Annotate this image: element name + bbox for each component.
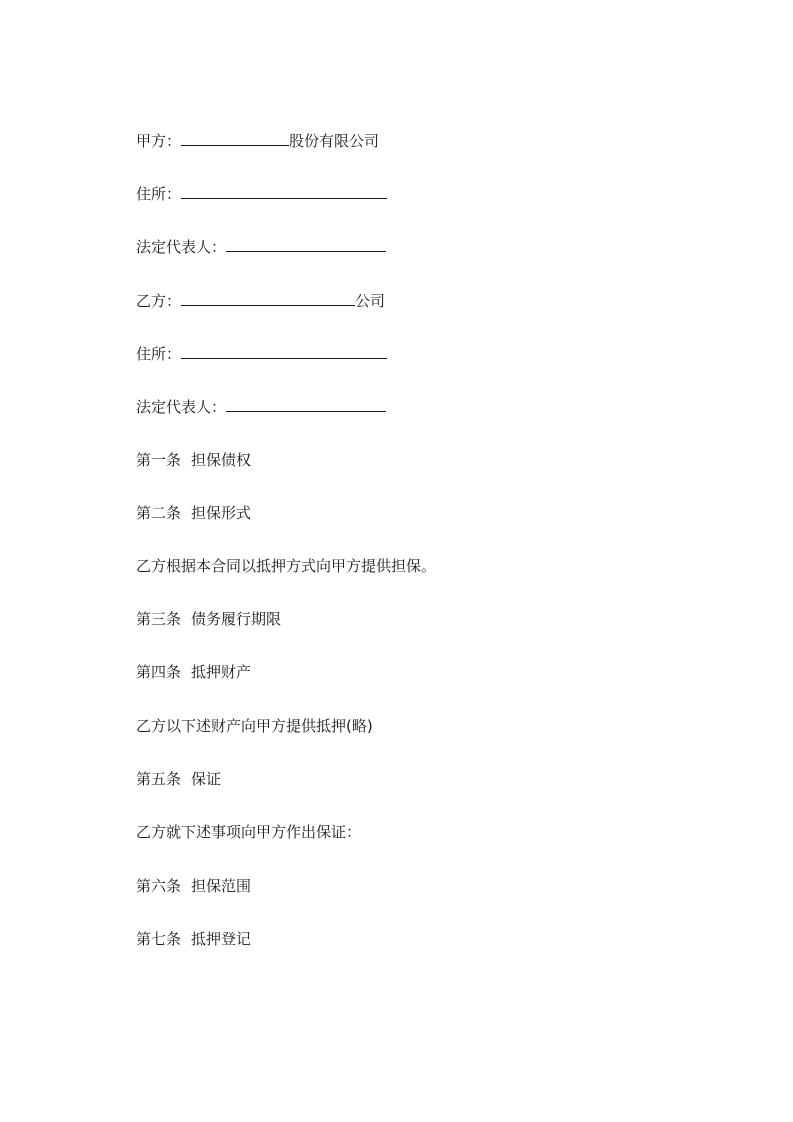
article-1-heading	[136, 450, 251, 470]
party-a-address-line	[136, 183, 387, 203]
party-a-address-label: 住所：	[136, 185, 182, 203]
party-b-suffix: 公司	[355, 292, 386, 310]
party-a-line	[136, 130, 379, 150]
party-b-address-line	[136, 343, 387, 363]
article-7-title: 抵押登记	[191, 930, 252, 948]
article-4-heading	[136, 662, 251, 682]
party-b-label: 乙方：	[136, 292, 182, 310]
article-2-heading	[136, 503, 251, 523]
article-5-number: 第五条	[136, 770, 182, 788]
article-3-number: 第三条	[136, 610, 182, 628]
article-1-number: 第一条	[136, 451, 182, 469]
warranty-paragraph: 乙方就下述事项向甲方作出保证：	[136, 823, 362, 841]
party-a-address-blank	[181, 183, 387, 199]
article-6-title: 担保范围	[191, 877, 252, 895]
article-6-number: 第六条	[136, 877, 182, 895]
mortgage-property-paragraph: 乙方以下述财产向甲方提供抵押(略)	[136, 717, 373, 735]
article-4-number: 第四条	[136, 663, 182, 681]
article-7-heading	[136, 929, 251, 949]
article-2-title: 担保形式	[191, 504, 252, 522]
party-a-rep-blank	[226, 236, 386, 252]
party-b-rep-label: 法定代表人：	[136, 398, 227, 416]
article-5-title: 保证	[191, 770, 222, 788]
article-2-number: 第二条	[136, 504, 182, 522]
party-a-name-blank	[181, 130, 289, 146]
article-6-heading	[136, 876, 251, 896]
party-b-address-label: 住所：	[136, 345, 182, 363]
article-1-title: 担保债权	[191, 451, 252, 469]
guarantee-form-paragraph: 乙方根据本合同以抵押方式向甲方提供担保。	[136, 557, 437, 575]
article-3-heading	[136, 609, 281, 629]
party-b-line	[136, 290, 385, 310]
article-3-title: 债务履行期限	[191, 610, 282, 628]
article-5-heading	[136, 769, 221, 789]
party-b-name-blank	[181, 290, 355, 306]
party-a-rep-label: 法定代表人：	[136, 238, 227, 256]
party-b-rep-blank	[226, 396, 386, 412]
party-a-suffix: 股份有限公司	[289, 132, 380, 150]
party-b-address-blank	[181, 343, 387, 359]
article-4-title: 抵押财产	[191, 663, 252, 681]
party-b-rep-line	[136, 396, 386, 416]
party-a-rep-line	[136, 236, 386, 256]
article-7-number: 第七条	[136, 930, 182, 948]
party-a-label: 甲方：	[136, 132, 182, 150]
